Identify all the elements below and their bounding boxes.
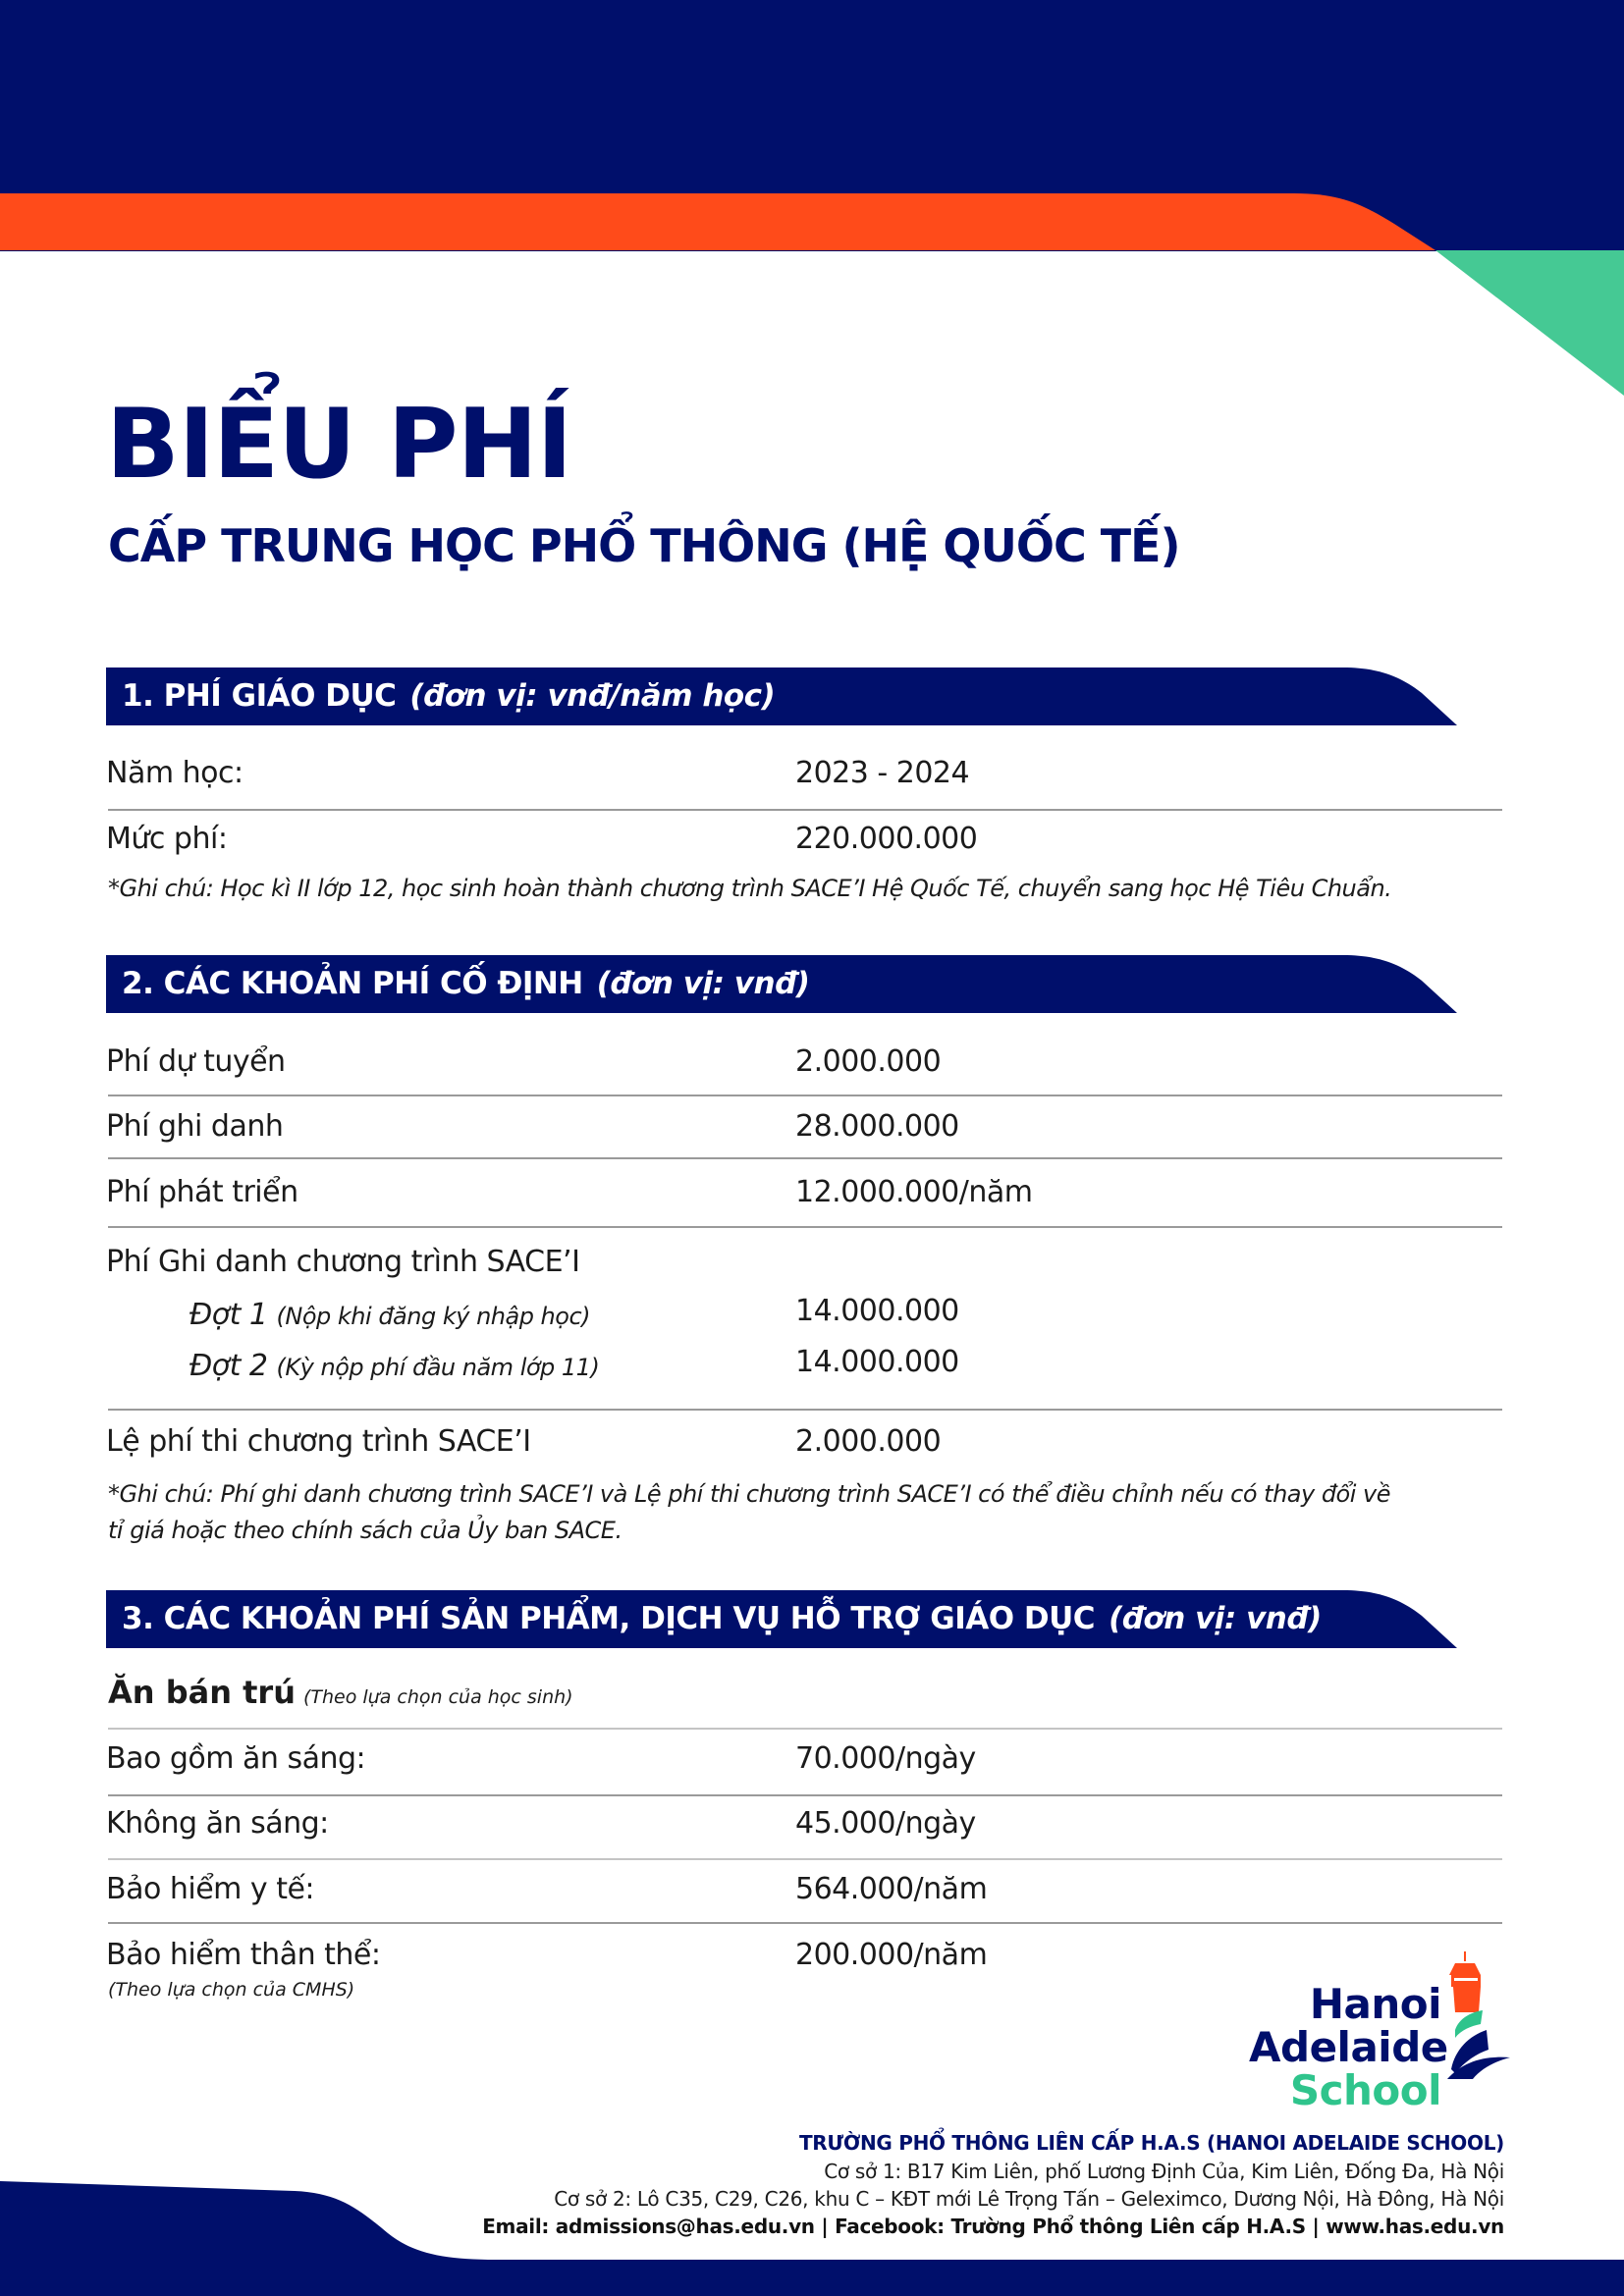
installment-name: Đợt 1 bbox=[189, 1298, 268, 1332]
footer-campus-1: Cơ sở 1: B17 Kim Liên, phố Lương Định Của, Kim Liên, Đống Đa, Hà Nội bbox=[824, 2160, 1504, 2183]
row-value-accident-insurance: 200.000/năm bbox=[795, 1938, 988, 1972]
school-logo bbox=[1249, 1951, 1514, 2114]
row-value-sace-exam-fee: 2.000.000 bbox=[795, 1424, 942, 1459]
meal-heading-note: (Theo lựa chọn của học sinh) bbox=[302, 1686, 573, 1708]
divider bbox=[108, 1157, 1502, 1159]
section-header-education-fee bbox=[106, 667, 1457, 725]
divider bbox=[108, 1095, 1502, 1096]
row-label-enrollment-fee: Phí ghi danh bbox=[106, 1109, 284, 1144]
page-subtitle: CẤP TRUNG HỌC PHỔ THÔNG (HỆ QUỐC TẾ) bbox=[108, 519, 1180, 572]
row-label-with-breakfast: Bao gồm ăn sáng: bbox=[106, 1741, 366, 1776]
divider bbox=[108, 1858, 1502, 1860]
divider bbox=[108, 1226, 1502, 1228]
accident-insurance-note: (Theo lựa chọn của CMHS) bbox=[108, 1979, 355, 2001]
row-label-entrance-fee: Phí dự tuyển bbox=[106, 1044, 286, 1079]
row-label-without-breakfast: Không ăn sáng: bbox=[106, 1806, 329, 1841]
section-unit: (đơn vị: vnđ) bbox=[1109, 1601, 1322, 1636]
section-unit: (đơn vị: vnđ/năm học) bbox=[409, 678, 776, 714]
divider bbox=[108, 1922, 1502, 1924]
divider bbox=[108, 1794, 1502, 1796]
row-label-health-insurance: Bảo hiểm y tế: bbox=[106, 1872, 315, 1906]
row-label-sace-enrollment: Phí Ghi danh chương trình SACE’I bbox=[106, 1245, 580, 1279]
section-header-fixed-fees bbox=[106, 955, 1457, 1013]
row-label-accident-insurance: Bảo hiểm thân thể: bbox=[106, 1938, 381, 1972]
logo-word-hanoi: Hanoi bbox=[1309, 1980, 1441, 2028]
row-label-development-fee: Phí phát triển bbox=[106, 1175, 298, 1209]
lighthouse-icon bbox=[1443, 1951, 1514, 2084]
logo-word-adelaide: Adelaide bbox=[1249, 2023, 1448, 2071]
meal-heading-title: Ăn bán trú bbox=[108, 1674, 296, 1711]
row-label-tuition: Mức phí: bbox=[106, 822, 228, 856]
installment-2-value: 14.000.000 bbox=[795, 1345, 959, 1379]
footer-campus-2: Cơ sở 2: Lô C35, C29, C26, khu C – KĐT mới Lê Trọng Tấn – Geleximco, Dương Nội, Hà Đông, Hà Nội bbox=[554, 2187, 1504, 2211]
top-orange-stripe bbox=[0, 193, 1435, 250]
top-green-triangle bbox=[1435, 250, 1624, 396]
page-title: BIỂU PHÍ bbox=[106, 389, 572, 501]
row-value-health-insurance: 564.000/năm bbox=[795, 1872, 988, 1906]
note-sace-line-2: tỉ giá hoặc theo chính sách của Ủy ban SACE. bbox=[108, 1517, 623, 1544]
note-education-fee: *Ghi chú: Học kì II lớp 12, học sinh hoàn thành chương trình SACE’I Hệ Quốc Tế, chuyển sang học Hệ Tiêu Chuẩn. bbox=[108, 875, 1392, 902]
row-label-school-year: Năm học: bbox=[106, 756, 244, 790]
footer-contact: Email: admissions@has.edu.vn | Facebook: Trường Phổ thông Liên cấp H.A.S | www.has.edu.vn bbox=[482, 2215, 1504, 2238]
installment-1-label bbox=[189, 1298, 590, 1332]
divider bbox=[108, 809, 1502, 811]
row-value-with-breakfast: 70.000/ngày bbox=[795, 1741, 976, 1776]
row-value-without-breakfast: 45.000/ngày bbox=[795, 1806, 976, 1841]
row-value-entrance-fee: 2.000.000 bbox=[795, 1044, 942, 1079]
meal-heading bbox=[108, 1674, 573, 1711]
section-heading: 1. PHÍ GIÁO DỤC bbox=[122, 678, 397, 714]
row-value-development-fee: 12.000.000/năm bbox=[795, 1175, 1033, 1209]
installment-name: Đợt 2 bbox=[189, 1349, 268, 1383]
row-label-sace-exam-fee: Lệ phí thi chương trình SACE’I bbox=[106, 1424, 531, 1459]
section-heading: 2. CÁC KHOẢN PHÍ CỐ ĐỊNH bbox=[122, 966, 583, 1001]
row-value-school-year: 2023 - 2024 bbox=[795, 756, 970, 790]
logo-word-school: School bbox=[1289, 2066, 1441, 2114]
installment-2-label bbox=[189, 1349, 599, 1383]
installment-detail: (Nộp khi đăng ký nhập học) bbox=[276, 1303, 591, 1330]
note-sace-line-1: *Ghi chú: Phí ghi danh chương trình SACE’I và Lệ phí thi chương trình SACE’I có thể điều chỉnh nếu có thay đổi về bbox=[108, 1480, 1391, 1508]
divider bbox=[108, 1409, 1502, 1411]
section-unit: (đơn vị: vnđ) bbox=[596, 966, 810, 1001]
section-header-services bbox=[106, 1590, 1457, 1648]
footer-school-name: TRƯỜNG PHỔ THÔNG LIÊN CẤP H.A.S (HANOI ADELAIDE SCHOOL) bbox=[798, 2131, 1504, 2155]
installment-1-value: 14.000.000 bbox=[795, 1294, 959, 1328]
divider bbox=[108, 1728, 1502, 1730]
row-value-enrollment-fee: 28.000.000 bbox=[795, 1109, 959, 1144]
row-value-tuition: 220.000.000 bbox=[795, 822, 978, 856]
installment-detail: (Kỳ nộp phí đầu năm lớp 11) bbox=[276, 1354, 600, 1381]
section-heading: 3. CÁC KHOẢN PHÍ SẢN PHẨM, DỊCH VỤ HỖ TRỢ GIÁO DỤC bbox=[122, 1601, 1096, 1636]
